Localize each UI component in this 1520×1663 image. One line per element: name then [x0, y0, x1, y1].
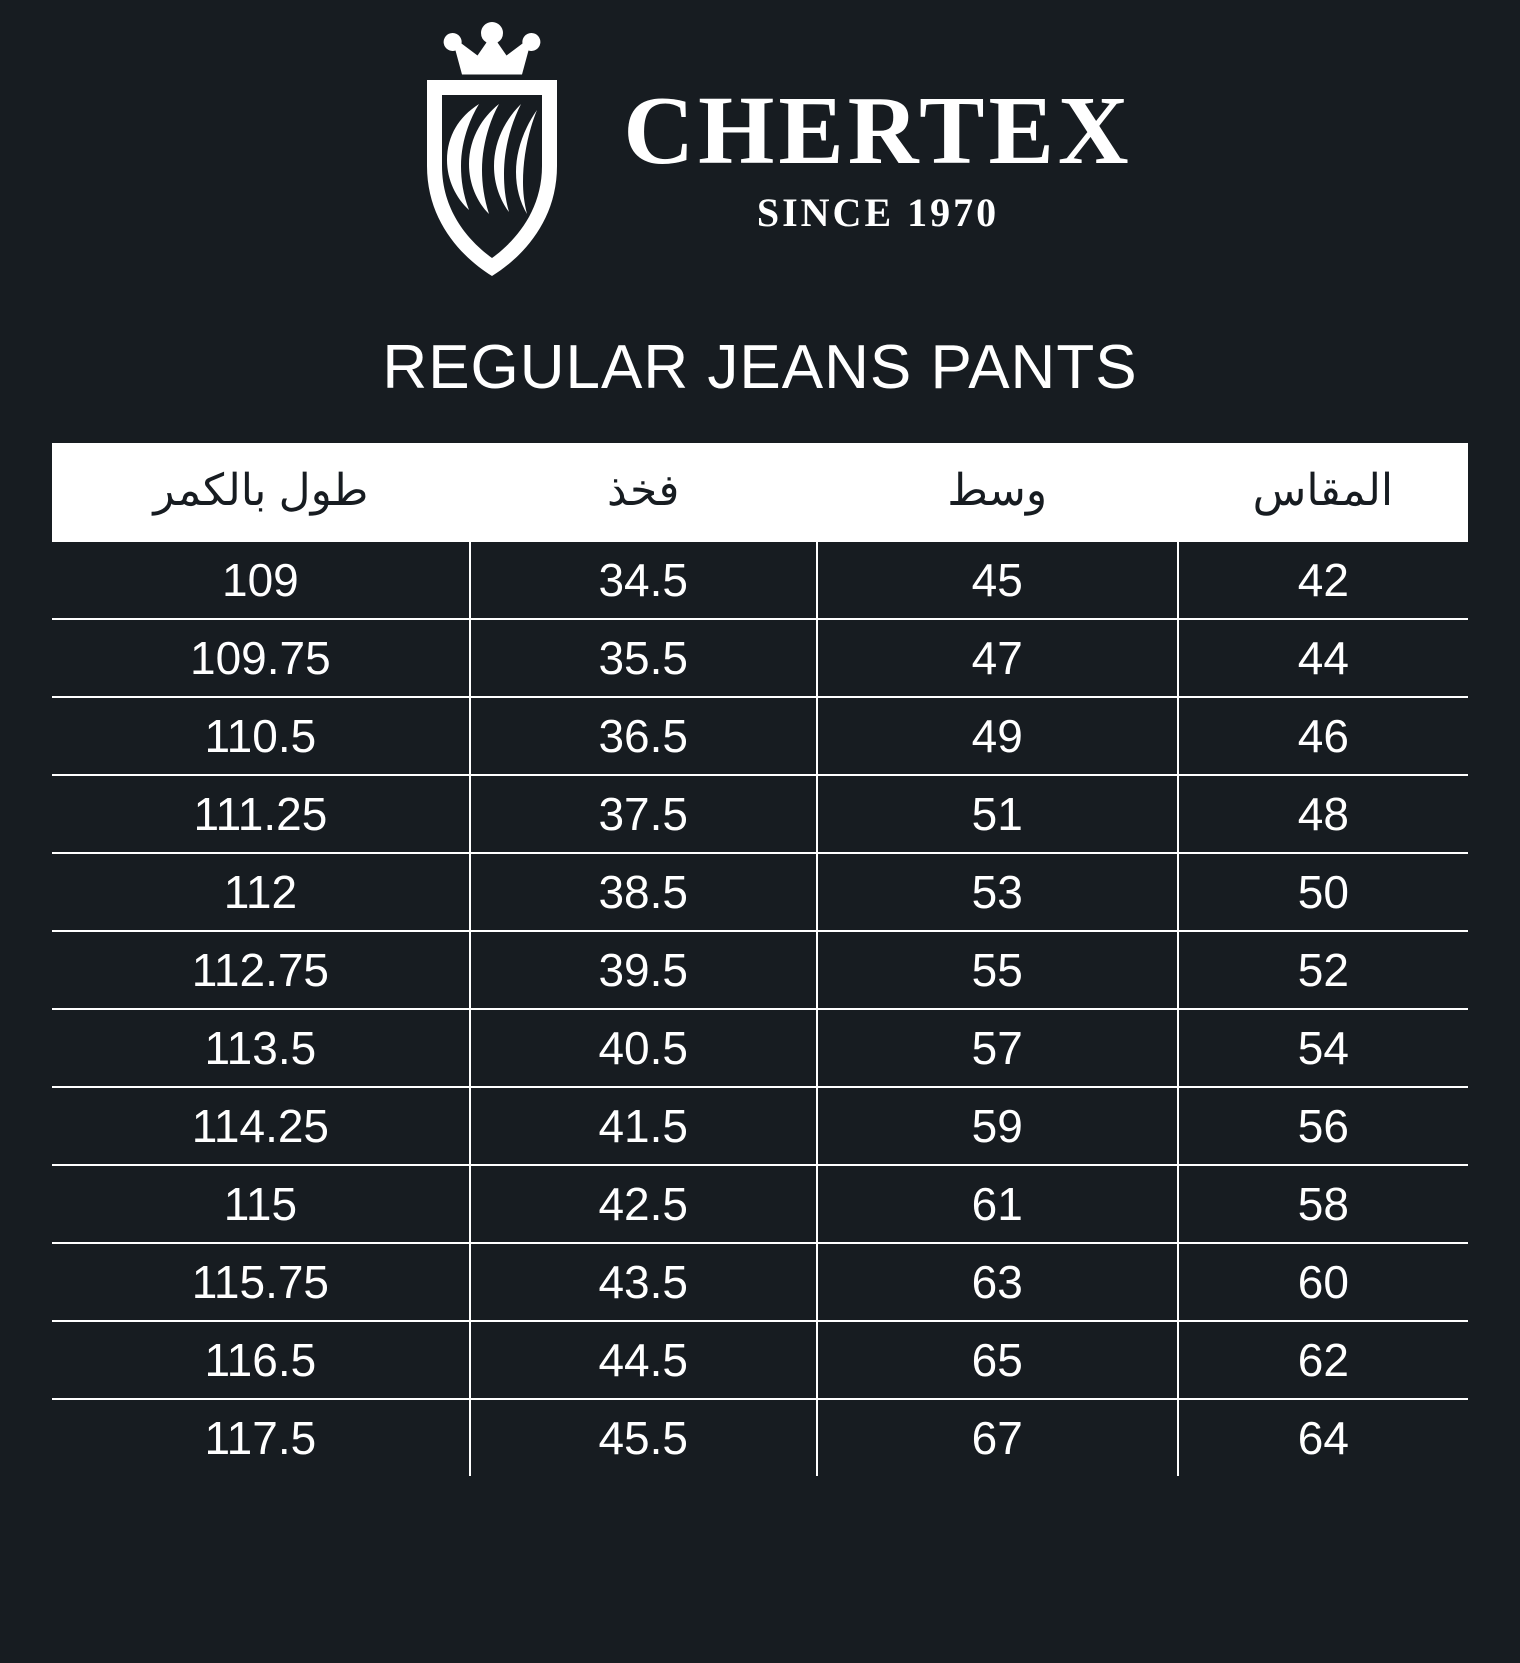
table-row: [52, 619, 1468, 697]
size-table: [52, 443, 1468, 1476]
table-row: [52, 542, 1468, 619]
cell-waist: 47: [817, 619, 1178, 697]
cell-length: 110.5: [52, 697, 470, 775]
cell-length: 112: [52, 853, 470, 931]
cell-size: 56: [1178, 1087, 1468, 1165]
cell-waist: 61: [817, 1165, 1178, 1243]
cell-thigh: 39.5: [470, 931, 817, 1009]
cell-thigh: 35.5: [470, 619, 817, 697]
cell-size: 54: [1178, 1009, 1468, 1087]
cell-length: 117.5: [204, 1412, 317, 1464]
brand-tagline: SINCE 1970: [756, 189, 1000, 235]
cell-size: 64: [1178, 1399, 1468, 1476]
cell-size: 50: [1178, 853, 1468, 931]
cell-length: 109: [52, 542, 470, 619]
cell-size: 62: [1178, 1321, 1468, 1399]
cell-waist: 65: [817, 1321, 1178, 1399]
cell-length: 115.75: [52, 1243, 470, 1321]
cell-length: 109.75: [52, 619, 470, 697]
cell-length: 114.25: [52, 1087, 470, 1165]
brand-text-block: [623, 77, 1133, 236]
table-row: [52, 931, 1468, 1009]
column-header-size: المقاس: [1178, 443, 1468, 542]
brand-header: [0, 0, 1520, 280]
table-body: [52, 542, 1468, 1476]
cell-length: 115: [52, 1165, 470, 1243]
cell-thigh: 38.5: [470, 853, 817, 931]
cell-waist: 59: [817, 1087, 1178, 1165]
cell-waist: 53: [817, 853, 1178, 931]
cell-size: 60: [1178, 1243, 1468, 1321]
cell-waist: 45: [817, 542, 1178, 619]
cell-size: 44: [1178, 619, 1468, 697]
cell-thigh: 44.5: [470, 1321, 817, 1399]
cell-length: 113.5: [52, 1009, 470, 1087]
cell-thigh: 34.5: [470, 542, 817, 619]
table-row: [52, 1243, 1468, 1321]
table-header-row: [52, 443, 1468, 542]
cell-waist: 55: [817, 931, 1178, 1009]
cell-waist: 63: [817, 1243, 1178, 1321]
crown-shield-logo-icon: [387, 18, 597, 280]
column-header-length: طول بالكمر: [52, 443, 470, 542]
cell-thigh: 45.5: [470, 1399, 817, 1476]
cell-size: 48: [1178, 775, 1468, 853]
cell-size: 52: [1178, 931, 1468, 1009]
cell-waist: 57: [817, 1009, 1178, 1087]
cell-size: 42: [1178, 542, 1468, 619]
cell-waist: 67: [817, 1399, 1178, 1476]
page-title: REGULAR JEANS PANTS: [382, 333, 1138, 402]
column-header-waist: وسط: [817, 443, 1178, 542]
cell-thigh: 41.5: [470, 1087, 817, 1165]
table-row: [52, 697, 1468, 775]
cell-thigh: 37.5: [470, 775, 817, 853]
size-table-container: [52, 443, 1468, 1476]
cell-length: 116.5: [52, 1321, 470, 1399]
cell-thigh: 43.5: [470, 1243, 817, 1321]
table-row: [52, 853, 1468, 931]
table-row: [52, 1087, 1468, 1165]
cell-waist: 51: [817, 775, 1178, 853]
table-row: [52, 775, 1468, 853]
cell-length: 111.25: [52, 775, 470, 853]
table-row: [52, 1321, 1468, 1399]
cell-length: 112.75: [52, 931, 470, 1009]
table-row: [52, 1165, 1468, 1243]
cell-waist: 49: [817, 697, 1178, 775]
cell-size: 58: [1178, 1165, 1468, 1243]
table-row: [52, 1399, 1468, 1476]
cell-thigh: 36.5: [470, 697, 817, 775]
cell-thigh: 40.5: [470, 1009, 817, 1087]
table-row: [52, 1009, 1468, 1087]
cell-thigh: 42.5: [470, 1165, 817, 1243]
brand-name: CHERTEX: [623, 77, 1133, 186]
column-header-thigh: فخذ: [470, 443, 817, 542]
cell-size: 46: [1178, 697, 1468, 775]
